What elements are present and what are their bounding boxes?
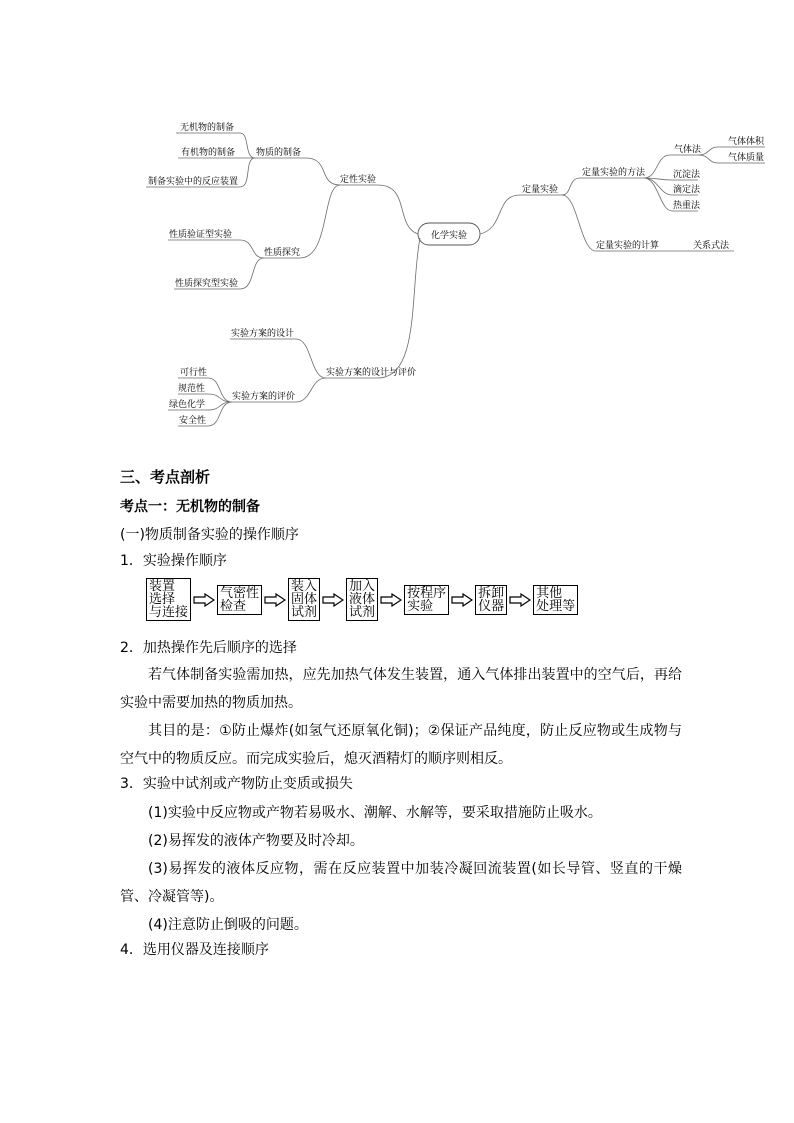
- mindmap-thermo: 热重法: [673, 201, 701, 211]
- edge-qual-prep: [253, 158, 340, 185]
- mindmap-precip: 沉淀法: [673, 170, 701, 180]
- sub-item-3: (3)易挥发的液体反应物，需在反应装置中加装冷凝回流装置(如长导管、竖直的干燥管、冷凝管等)。: [120, 861, 682, 905]
- item-2-title: 2．加热操作先后顺序的选择: [120, 640, 297, 656]
- edge-root-qualitative: [338, 185, 418, 234]
- mindmap-eval-safe: 安全性: [179, 416, 207, 426]
- edge-root-design: [324, 238, 420, 378]
- mindmap-prep-device: 制备实验中的反应装置: [148, 177, 239, 187]
- edge-property-verify: [168, 240, 264, 258]
- mindmap-gas-volume: 气体体积: [728, 137, 765, 147]
- mindmap-prep-inorganic: 无机物的制备: [180, 123, 235, 133]
- mindmap-gas-method: 气体法: [674, 145, 702, 155]
- mindmap-prop-verify: 性质验证型实验: [169, 230, 233, 240]
- paragraph-purpose: 其目的是：①防止爆炸(如氢气还原氧化铜)；②保证产品纯度，防止反应物或生成物与空气中的物质反应。而完成实验后，熄灭酒精灯的顺序则相反。: [120, 723, 682, 767]
- flow-step-7: 其他 处理等: [533, 585, 578, 615]
- mindmap-relation: 关系式法: [693, 241, 730, 251]
- sub-item-2: (2)易挥发的液体产物要及时冷却。: [148, 833, 364, 849]
- arrow-icon: [380, 593, 402, 607]
- point-title: 考点一：无机物的制备: [120, 499, 260, 515]
- mindmap-prop-explore: 性质探究型实验: [175, 279, 239, 289]
- mindmap-design-plan: 实验方案的设计: [231, 329, 295, 339]
- mindmap-titration: 滴定法: [673, 185, 701, 195]
- mindmap-eval-feasible: 可行性: [180, 368, 208, 378]
- arrow-icon: [451, 593, 473, 607]
- mindmap-quantitative: 定量实验: [522, 185, 559, 195]
- mindmap-property: 性质探究: [264, 248, 301, 258]
- sub-item-1: (1)实验中反应物或产物若易吸水、潮解、水解等，要采取措施防止吸水。: [148, 805, 602, 821]
- item-1-title: 1．实验操作顺序: [120, 553, 227, 569]
- mindmap-design: 实验方案的设计与评价: [326, 368, 417, 378]
- section-title: 三、考点剖析: [120, 468, 211, 486]
- edge-quant-method: [562, 178, 646, 195]
- edge-root-quantitative: [480, 195, 565, 234]
- mindmap-prep-organic: 有机物的制备: [181, 148, 236, 158]
- arrow-icon: [193, 593, 215, 607]
- flow-step-3: 装入 固体 试剂: [288, 578, 320, 621]
- arrow-icon: [322, 593, 344, 607]
- item-3-title: 3．实验中试剂或产物防止变质或损失: [120, 776, 353, 792]
- mindmap-eval-standard: 规范性: [178, 384, 206, 394]
- edge-design-plan: [230, 339, 326, 378]
- mindmap-gas-mass: 气体质量: [728, 153, 765, 163]
- mindmap-quant-calc: 定量实验的计算: [596, 241, 660, 251]
- mindmap-design-eval: 实验方案的评价: [232, 392, 296, 402]
- mindmap-prep: 物质的制备: [256, 148, 302, 158]
- flow-step-5: 按程序 实验: [404, 585, 449, 615]
- flow-step-1: 装置 选择 与连接: [146, 578, 191, 621]
- sub-item-4: (4)注意防止倒吸的问题。: [148, 917, 308, 933]
- mindmap-qualitative: 定性实验: [340, 175, 377, 185]
- arrow-icon: [264, 593, 286, 607]
- mindmap-root: 化学实验: [430, 231, 468, 241]
- operation-flowchart: [146, 578, 578, 621]
- item-4-title: 4．选用仪器及连接顺序: [120, 942, 269, 958]
- part1-title: (一)物质制备实验的操作顺序: [120, 527, 299, 543]
- mindmap-eval-green: 绿色化学: [169, 400, 206, 410]
- chemistry-experiment-mindmap: [0, 0, 794, 440]
- arrow-icon: [509, 593, 531, 607]
- paragraph-heating-order: 若气体制备实验需加热，应先加热气体发生装置，通入气体排出装置中的空气后，再给实验中需要加热的物质加热。: [120, 667, 682, 711]
- mindmap-quant-method: 定量实验的方法: [582, 168, 646, 178]
- flow-step-6: 拆卸 仪器: [475, 585, 507, 615]
- flow-step-4: 加入 液体 试剂: [346, 578, 378, 621]
- flow-step-2: 气密性 检查: [217, 585, 262, 615]
